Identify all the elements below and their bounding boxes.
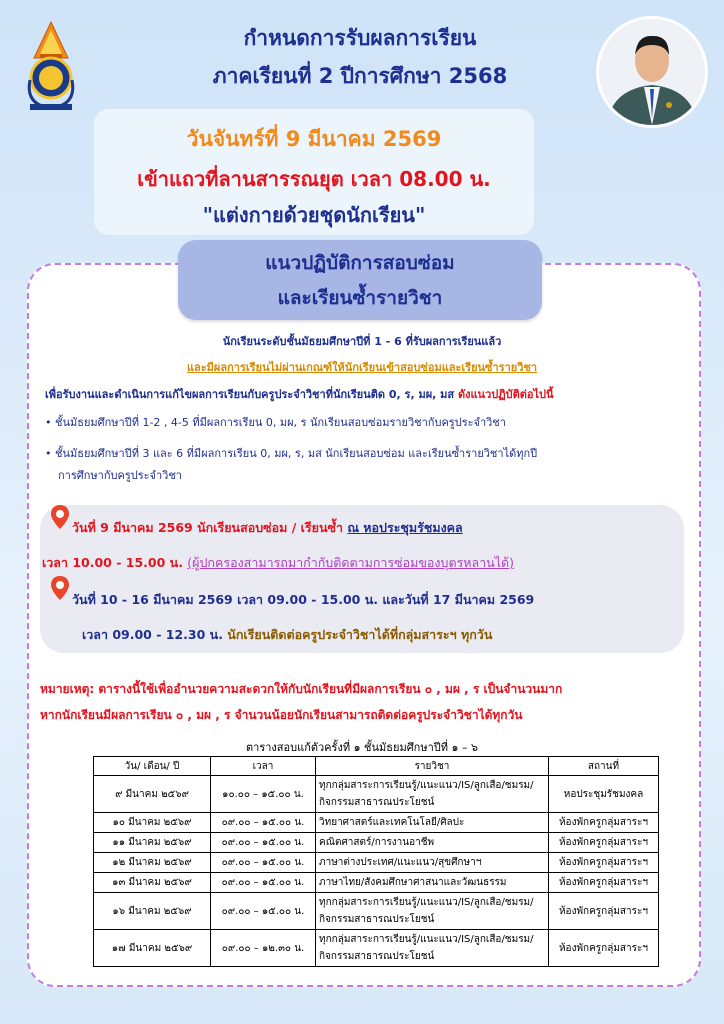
table-cell-date: ๑๖ มีนาคม ๒๕๖๙	[94, 893, 211, 930]
guideline-heading-line-1: แนวปฏิบัติการสอบซ่อม	[265, 252, 455, 274]
table-caption: ตารางสอบแก้ตัวครั้งที่ ๑ ชั้นมัธยมศึกษาปีที่ ๑ – ๖	[246, 741, 478, 754]
guideline-heading-line-2: และเรียนซ้ำรายวิชา	[277, 287, 443, 309]
table-cell-place: ห้องพักครูกลุ่มสาระฯ	[549, 853, 659, 873]
schedule-row-2	[42, 553, 514, 573]
bullet-item-2-text: ชั้นมัธยมศึกษาปีที่ 3 และ 6 ที่มีผลการเรียน 0, มผ, ร, มส นักเรียนสอบซ่อม และเรียนซ้ำรายวิชาได้ทุกปี	[55, 447, 538, 460]
table-cell-subject: ทุกกลุ่มสาระการเรียนรู้/แนะแนว/IS/ลูกเสือ/ชมรม/กิจกรรมสาธารณประโยชน์	[316, 893, 549, 930]
intro-line-3	[45, 385, 554, 403]
table-cell-subject: ทุกกลุ่มสาระการเรียนรู้/แนะแนว/IS/ลูกเสือ/ชมรม/กิจกรรมสาธารณประโยชน์	[316, 776, 549, 813]
intro-line-1: นักเรียนระดับชั้นมัธยมศึกษาปีที่ 1 - 6 ที่รับผลการเรียนแล้ว	[222, 335, 502, 348]
dress-code: "แต่งกายด้วยชุดนักเรียน"	[202, 203, 426, 227]
bullet-item-1	[45, 413, 506, 431]
column-header-time: เวลา	[211, 757, 316, 776]
date-info-box	[93, 108, 535, 236]
location-pin-icon	[50, 575, 70, 601]
note-line-1: หมายเหตุ: ตารางนี้ใช้เพื่ออำนวยความสะดวกให้กับนักเรียนที่มีผลการเรียน ๐ , มผ , ร เป็นจำนวนมาก	[40, 682, 563, 696]
table-cell-time: ๐๙.๐๐ – ๑๕.๐๐ น.	[211, 833, 316, 853]
bullet-item-1-text: ชั้นมัธยมศึกษาปีที่ 1-2 , 4-5 ที่มีผลการเรียน 0, มผ, ร นักเรียนสอบซ่อมรายวิชากับครูประจำวิชา	[55, 416, 506, 429]
table-cell-time: ๐๙.๐๐ – ๑๕.๐๐ น.	[211, 893, 316, 930]
intro-line-2: และมีผลการเรียนไม่ผ่านเกณฑ์ให้นักเรียนเข้าสอบซ่อมและเรียนซ้ำรายวิชา	[186, 361, 538, 374]
schedule-row-1-place: ณ หอประชุมรัชมงคล	[347, 520, 463, 535]
table-cell-time: ๑๐.๐๐ – ๑๕.๐๐ น.	[211, 776, 316, 813]
bullet-dot: •	[45, 447, 52, 460]
column-header-date: วัน/ เดือน/ ปี	[94, 757, 211, 776]
title-line-2: ภาคเรียนที่ 2 ปีการศึกษา 2568	[212, 64, 508, 88]
guideline-heading-box	[178, 240, 542, 320]
table-row	[94, 776, 659, 813]
schedule-row-2-time: เวลา 10.00 - 15.00 น.	[42, 555, 188, 570]
table-cell-place: ห้องพักครูกลุ่มสาระฯ	[549, 873, 659, 893]
schedule-row-4-time: เวลา 09.00 - 12.30 น.	[82, 627, 228, 642]
table-cell-time: ๐๙.๐๐ – ๑๕.๐๐ น.	[211, 813, 316, 833]
column-header-place: สถานที่	[549, 757, 659, 776]
table-cell-date: ๑๓ มีนาคม ๒๕๖๙	[94, 873, 211, 893]
table-row	[94, 893, 659, 930]
bullet-item-2	[45, 444, 537, 462]
schedule-row-2-note: (ผู้ปกครองสามารถมากำกับติดตามการซ่อมของบุตรหลานได้)	[187, 555, 515, 570]
table-cell-subject: ภาษาไทย/สังคมศึกษาศาสนาและวัฒนธรรม	[316, 873, 549, 893]
note-line-2: หากนักเรียนมีผลการเรียน ๐ , มผ , ร จำนวนน้อยนักเรียนสามารถติดต่อครูประจำวิชาได้ทุกวัน	[40, 708, 523, 722]
schedule-row-1-main: วันที่ 9 มีนาคม 2569 นักเรียนสอบซ่อม / เรียนซ้ำ	[72, 520, 348, 535]
school-logo	[22, 20, 80, 112]
intro-line-3-main: เพื่อรับงานและดำเนินการแก้ไขผลการเรียนกับครูประจำวิชาที่นักเรียนติด 0, ร, มผ, มส	[45, 388, 455, 401]
table-cell-subject: วิทยาศาสตร์และเทคโนโลยี/ศิลปะ	[316, 813, 549, 833]
table-cell-date: ๙ มีนาคม ๒๕๖๙	[94, 776, 211, 813]
table-header-row	[94, 757, 659, 776]
event-date: วันจันทร์ที่ 9 มีนาคม 2569	[186, 127, 442, 151]
table-row	[94, 873, 659, 893]
table-cell-subject: คณิตศาสตร์/การงานอาชีพ	[316, 833, 549, 853]
table-row	[94, 813, 659, 833]
column-header-subject: รายวิชา	[316, 757, 549, 776]
portrait-image	[599, 19, 705, 125]
table-row	[94, 833, 659, 853]
table-cell-time: ๐๙.๐๐ – ๑๕.๐๐ น.	[211, 873, 316, 893]
table-cell-subject: ภาษาต่างประเทศ/แนะแนว/สุขศึกษาฯ	[316, 853, 549, 873]
schedule-row-4-rest: นักเรียนติดต่อครูประจำวิชาได้ที่กลุ่มสาระฯ ทุกวัน	[227, 627, 493, 642]
location-pin-icon	[50, 504, 70, 530]
table-cell-place: ห้องพักครูกลุ่มสาระฯ	[549, 930, 659, 967]
bullet-dot: •	[45, 416, 52, 429]
table-cell-place: ห้องพักครูกลุ่มสาระฯ	[549, 833, 659, 853]
table-cell-subject: ทุกกลุ่มสาระการเรียนรู้/แนะแนว/IS/ลูกเสือ/ชมรม/กิจกรรมสาธารณประโยชน์	[316, 930, 549, 967]
table-cell-time: ๐๙.๐๐ – ๑๕.๐๐ น.	[211, 853, 316, 873]
schedule-row-1	[72, 518, 463, 538]
table-cell-date: ๑๐ มีนาคม ๒๕๖๙	[94, 813, 211, 833]
table-cell-place: หอประชุมรัชมงคล	[549, 776, 659, 813]
table-cell-place: ห้องพักครูกลุ่มสาระฯ	[549, 893, 659, 930]
schedule-row-4	[82, 625, 492, 645]
title-line-1: กำหนดการรับผลการเรียน	[243, 26, 477, 50]
table-cell-date: ๑๒ มีนาคม ๒๕๖๙	[94, 853, 211, 873]
table-row	[94, 930, 659, 967]
exam-schedule-table	[93, 756, 659, 967]
table-cell-date: ๑๗ มีนาคม ๒๕๖๙	[94, 930, 211, 967]
table-row	[94, 853, 659, 873]
table-cell-place: ห้องพักครูกลุ่มสาระฯ	[549, 813, 659, 833]
assembly-info: เข้าแถวที่ลานสารรณยุต เวลา 08.00 น.	[137, 167, 491, 191]
director-photo	[596, 16, 708, 128]
schedule-row-3: วันที่ 10 - 16 มีนาคม 2569 เวลา 09.00 - 15.00 น. และวันที่ 17 มีนาคม 2569	[72, 592, 535, 607]
intro-line-3-highlight: ดังแนวปฏิบัติต่อไปนี้	[454, 388, 554, 401]
table-cell-time: ๐๙.๐๐ – ๑๒.๓๐ น.	[211, 930, 316, 967]
table-cell-date: ๑๑ มีนาคม ๒๕๖๙	[94, 833, 211, 853]
bullet-item-2-continued: การศึกษากับครูประจำวิชา	[58, 469, 182, 482]
